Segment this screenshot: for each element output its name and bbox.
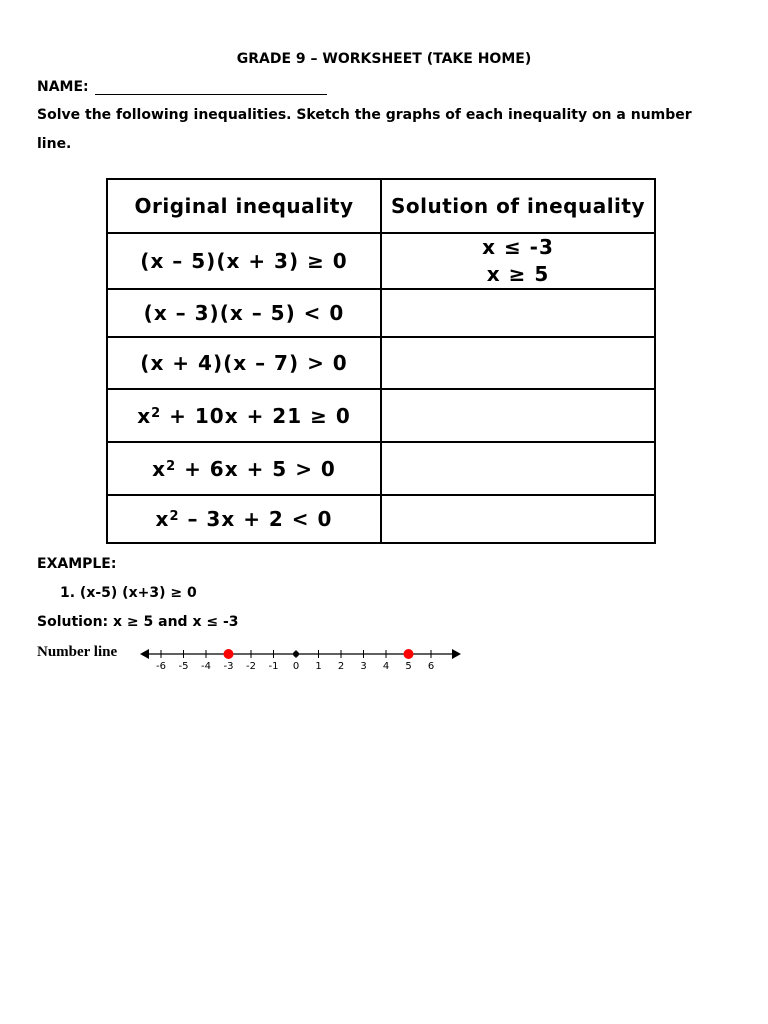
example-item: 1. (x-5) (x+3) ≥ 0 <box>60 585 197 601</box>
original-base: x <box>155 507 170 531</box>
original-inequality: (x – 3)(x – 5) < 0 <box>107 289 381 337</box>
highlight-point <box>224 649 234 659</box>
origin-dot <box>293 651 299 657</box>
original-inequality <box>107 442 381 495</box>
table-row <box>107 289 655 337</box>
tick-label: 1 <box>315 661 322 672</box>
name-label: NAME: <box>37 79 89 95</box>
tick-label: -6 <box>156 661 166 672</box>
worksheet-title: GRADE 9 – WORKSHEET (TAKE HOME) <box>236 51 532 67</box>
tick-label: -5 <box>178 661 189 672</box>
tick-label: 2 <box>337 661 345 672</box>
tick-label: 4 <box>382 661 390 672</box>
tick-label: 0 <box>292 661 300 672</box>
tick-label: 5 <box>405 661 412 672</box>
table-row <box>107 337 655 389</box>
left-arrow-icon <box>140 649 149 659</box>
solution-line: x ≥ 5 <box>486 262 550 286</box>
table-row <box>107 442 655 495</box>
tick-label: 3 <box>360 661 367 672</box>
tick-label: -2 <box>246 661 256 672</box>
solution-cell[interactable] <box>381 289 655 337</box>
example-heading: EXAMPLE: <box>37 556 117 572</box>
table-row <box>107 233 655 289</box>
solution-cell[interactable] <box>381 442 655 495</box>
solution-cell[interactable] <box>381 337 655 389</box>
tick-label: -1 <box>268 661 279 672</box>
original-inequality <box>107 389 381 442</box>
tick-label: -3 <box>223 661 234 672</box>
highlight-point <box>404 649 414 659</box>
original-rest: – 3x + 2 < 0 <box>179 507 333 531</box>
inequality-table <box>106 178 656 544</box>
name-field <box>37 79 327 95</box>
name-blank-line[interactable] <box>95 80 327 95</box>
header-solution: Solution of inequality <box>381 179 655 233</box>
original-inequality: (x – 5)(x + 3) ≥ 0 <box>107 233 381 289</box>
exponent: 2 <box>166 458 177 474</box>
exponent: 2 <box>151 405 162 421</box>
solution-line: x ≤ -3 <box>482 235 554 259</box>
tick-label: 6 <box>427 661 435 672</box>
exponent: 2 <box>169 509 180 524</box>
original-inequality <box>107 495 381 543</box>
original-base: x <box>152 456 167 481</box>
tick-label: -4 <box>201 661 211 672</box>
original-rest: + 10x + 21 ≥ 0 <box>161 403 351 428</box>
number-line-label: Number line <box>37 644 118 660</box>
table-row <box>107 389 655 442</box>
solution-cell <box>381 233 655 289</box>
solution-cell[interactable] <box>381 495 655 543</box>
example-solution: Solution: x ≥ 5 and x ≤ -3 <box>37 614 239 630</box>
original-inequality: (x + 4)(x – 7) > 0 <box>107 337 381 389</box>
number-line <box>138 640 463 674</box>
right-arrow-icon <box>452 649 461 659</box>
original-rest: + 6x + 5 > 0 <box>176 456 336 481</box>
original-base: x <box>137 403 152 428</box>
solution-cell[interactable] <box>381 389 655 442</box>
table-row <box>107 495 655 543</box>
header-original: Original inequality <box>107 179 381 233</box>
instructions-text: Solve the following inequalities. Sketch the graphs of each inequality on a number line. <box>37 107 692 152</box>
